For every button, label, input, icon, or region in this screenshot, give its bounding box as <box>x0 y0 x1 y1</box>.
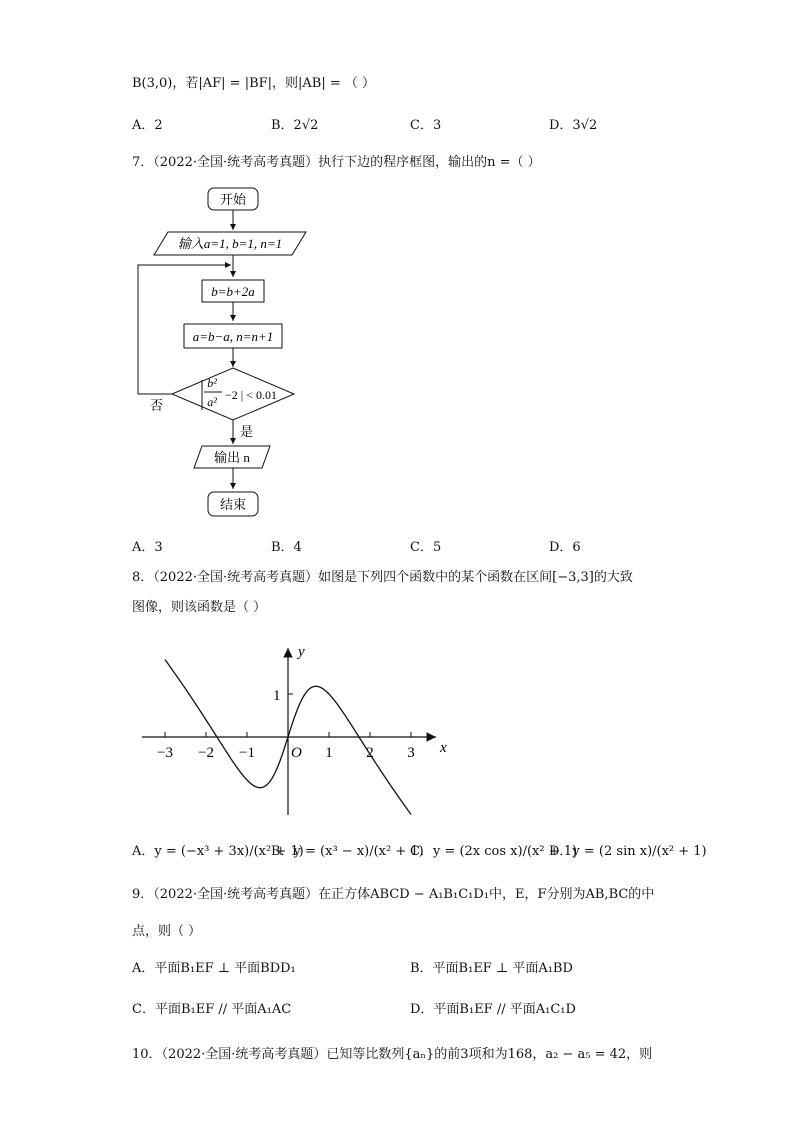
origin-label: O <box>291 745 302 761</box>
q8-option-d: D．y = (2 sin x)/(x² + 1) <box>549 844 707 859</box>
flow-condition-diamond <box>172 368 294 420</box>
x-tick-label: −1 <box>239 745 255 761</box>
flow-step1-box <box>202 280 264 302</box>
q9-option-b: B．平面B₁EF ⊥ 平面A₁BD <box>410 961 573 976</box>
q8-option-b: B．y = (x³ − x)/(x² + 1) <box>271 844 424 859</box>
flow-output-box <box>194 446 270 468</box>
flow-yes-label: 是 <box>240 424 254 439</box>
flow-output-label: 输出 n <box>214 450 250 465</box>
q8-option-c: C．y = (2x cos x)/(x² + 1) <box>410 844 578 859</box>
q8-function-graph <box>140 640 460 825</box>
q7-option-c: C．5 <box>410 540 442 555</box>
q6-tail: B(3,0)，若|AF| = |BF|，则|AB| = （ ） <box>132 76 376 91</box>
flow-no-label: 否 <box>150 398 164 413</box>
flow-step2-label: a=b−a, n=n+1 <box>192 329 274 344</box>
x-tick-label: 2 <box>366 745 374 761</box>
flow-step2-box <box>184 324 282 348</box>
flow-end-box <box>208 492 258 516</box>
q6-option-b: B．2√2 <box>271 118 319 133</box>
q9-stem-line2: 点，则（ ） <box>132 924 202 939</box>
q8-stem-line2: 图像，则该函数是（ ） <box>132 600 267 615</box>
q7-option-d: D．6 <box>549 540 581 555</box>
flow-start-box <box>208 188 258 210</box>
q7-option-a: A．3 <box>132 540 163 555</box>
flow-cond-denominator: a² <box>207 395 217 409</box>
flow-start-label: 开始 <box>219 192 247 207</box>
y-axis-label: y <box>298 644 305 660</box>
q9-option-c: C．平面B₁EF // 平面A₁AC <box>132 1002 292 1017</box>
q6-option-d: D．3√2 <box>549 118 598 133</box>
x-tick-label: −2 <box>198 745 214 761</box>
x-axis-label: x <box>440 740 447 756</box>
q9-stem-line1: 9．（2022·全国·统考高考真题）在正方体ABCD − A₁B₁C₁D₁中，E，F分别为AB,BC的中 <box>132 887 655 902</box>
q9-option-d: D．平面B₁EF // 平面A₁C₁D <box>410 1002 576 1017</box>
q7-flowchart <box>130 180 320 525</box>
flow-cond-numerator: b² <box>207 376 217 390</box>
x-tick-label: −3 <box>157 745 173 761</box>
flow-end-label: 结束 <box>219 497 247 512</box>
flow-cond-rest: −2 | < 0.01 <box>225 388 277 402</box>
flow-input-label: 输入a=1, b=1, n=1 <box>177 236 283 251</box>
q8-option-a: A．y = (−x³ + 3x)/(x² + 1) <box>132 844 304 859</box>
q6-option-a: A．2 <box>132 118 163 133</box>
x-tick-label: 3 <box>407 745 415 761</box>
flow-input-box <box>154 232 306 255</box>
flow-step1-label: b=b+2a <box>211 284 255 299</box>
x-tick-label: 1 <box>325 745 333 761</box>
q8-stem-line1: 8．（2022·全国·统考高考真题）如图是下列四个函数中的某个函数在区间[−3,3]的大致 <box>132 570 633 585</box>
q9-option-a: A．平面B₁EF ⊥ 平面BDD₁ <box>132 961 296 976</box>
q7-option-b: B．4 <box>271 540 302 555</box>
q6-option-c: C．3 <box>410 118 442 133</box>
q10-stem: 10．（2022·全国·统考高考真题）已知等比数列{aₙ}的前3项和为168，a₂ − a₅ = 42，则 <box>132 1047 653 1062</box>
y-tick-1: 1 <box>273 688 281 704</box>
q7-stem: 7．（2022·全国·统考高考真题）执行下边的程序框图，输出的n =（ ） <box>132 155 541 170</box>
